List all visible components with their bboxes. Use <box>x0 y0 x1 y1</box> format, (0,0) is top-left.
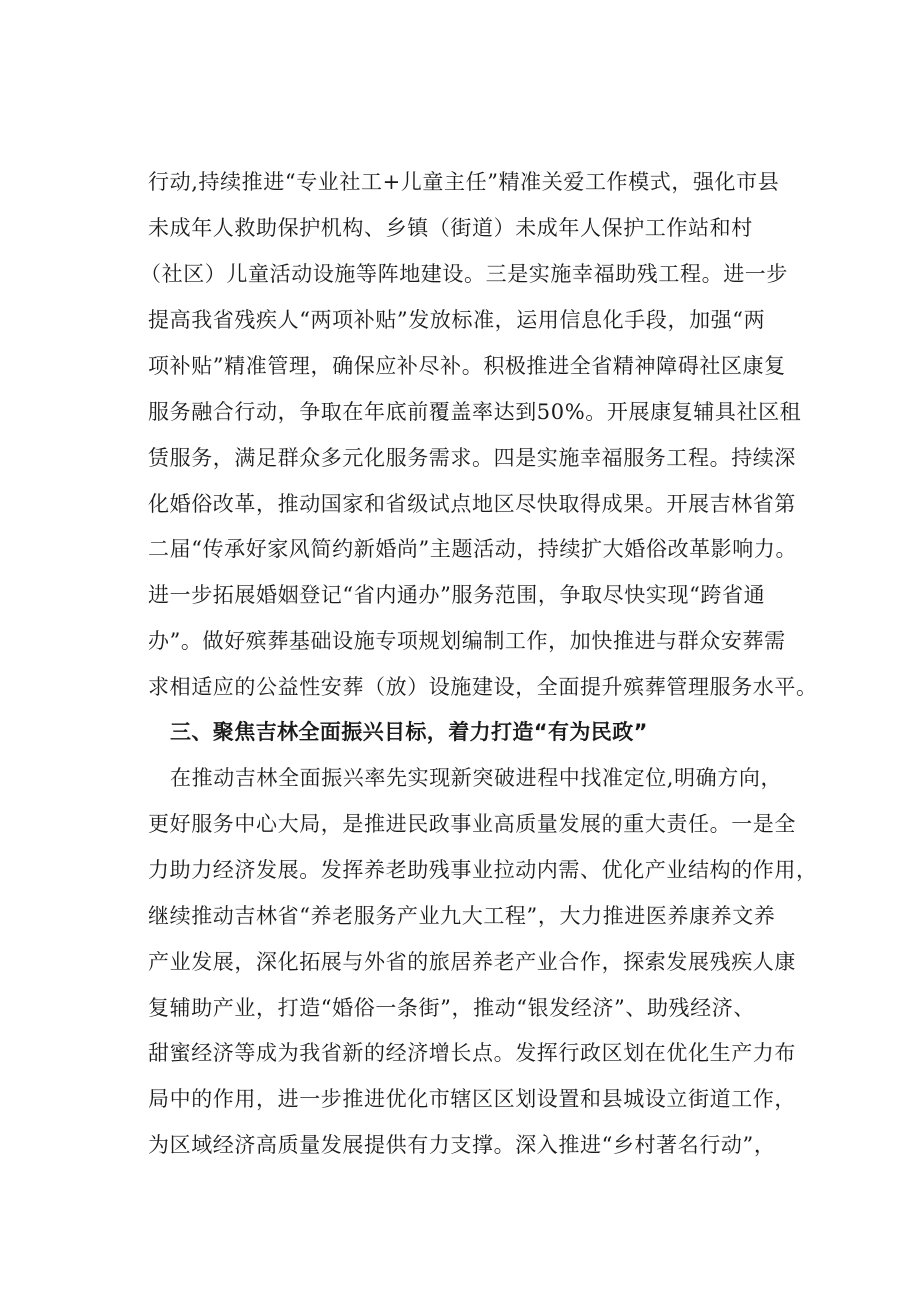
body-line-19: 甜蜜经济等成为我省新的经济增长点。发挥行政区划在优化生产力布 <box>148 1041 796 1065</box>
body-line-2: 未成年人救助保护机构、乡镇（街道）未成年人保护工作站和村 <box>148 216 753 240</box>
body-line-21: 为区域经济高质量发展提供有力支撑。深入推进“乡村著名行动”， <box>148 1133 776 1157</box>
body-line-9: 二届“传承好家风简约新婚尚”主题活动，持续扩大婚俗改革影响力。 <box>148 537 798 561</box>
body-line-14: 更好服务中心大局，是推进民政事业高质量发展的重大责任。一是全 <box>148 812 796 836</box>
body-line-3: （社区）儿童活动设施等阵地建设。三是实施幸福助残工程。进一步 <box>140 262 788 286</box>
body-line-11: 办”。做好殡葬基础设施专项规划编制工作，加快推进与群众安葬需 <box>148 629 786 653</box>
body-line-10: 进一步拓展婚姻登记“省内通办”服务范围，争取尽快实现“跨省通 <box>148 583 766 607</box>
body-line-1: 行动,持续推进“专业社工+儿童主任”精准关爱工作模式，强化市县 <box>148 170 780 194</box>
body-line-15: 力助力经济发展。发挥养老助残事业拉动内需、优化产业结构的作用， <box>148 858 818 882</box>
body-line-7: 赁服务，满足群众多元化服务需求。四是实施幸福服务工程。持续深 <box>148 446 796 470</box>
body-line-13: 在推动吉林全面振兴率先实现新突破进程中找准定位,明确方向， <box>170 766 783 790</box>
body-line-17: 产业发展，深化拓展与外省的旅居养老产业合作，探索发展残疾人康 <box>148 950 796 974</box>
body-line-20: 局中的作用，进一步推进优化市辖区区划设置和县城设立街道工作， <box>148 1087 796 1111</box>
body-line-8: 化婚俗改革，推动国家和省级试点地区尽快取得成果。开展吉林省第 <box>148 492 796 516</box>
section-heading: 三、聚焦吉林全面振兴目标，着力打造“有为民政” <box>170 720 648 744</box>
body-line-12: 求相适应的公益性安葬（放）设施建设，全面提升殡葬管理服务水平。 <box>148 675 818 699</box>
body-line-18: 复辅助产业，打造“婚俗一条街”，推动“银发经济”、助残经济、 <box>148 996 755 1020</box>
body-line-4: 提高我省残疾人“两项补贴”发放标准，运用信息化手段，加强“两 <box>148 308 766 332</box>
body-line-5: 项补贴”精准管理，确保应补尽补。积极推进全省精神障碍社区康复 <box>148 354 786 378</box>
body-line-6: 服务融合行动，争取在年底前覆盖率达到50%。开展康复辅具社区租 <box>148 400 802 424</box>
body-line-16: 继续推动吉林省“养老服务产业九大工程”，大力推进医养康养文养 <box>148 904 776 928</box>
